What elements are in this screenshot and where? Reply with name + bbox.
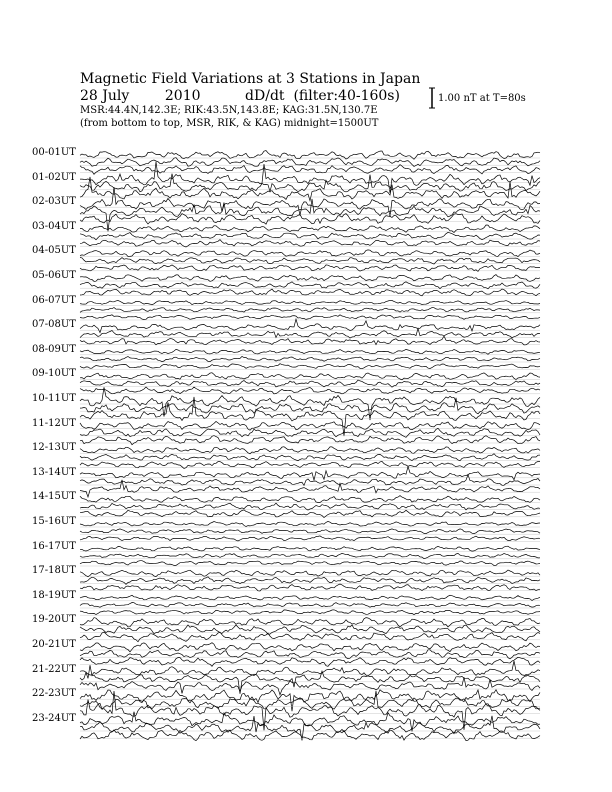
hour-label: 21-22UT bbox=[32, 663, 76, 675]
hour-label: 03-04UT bbox=[32, 220, 76, 232]
hour-label: 13-14UT bbox=[32, 466, 76, 478]
station-trace bbox=[80, 657, 540, 666]
station-trace bbox=[80, 584, 540, 591]
station-trace bbox=[80, 595, 540, 600]
station-trace bbox=[80, 240, 540, 247]
station-trace bbox=[80, 643, 540, 652]
station-trace bbox=[80, 712, 540, 732]
station-trace bbox=[80, 397, 540, 436]
hour-label: 02-03UT bbox=[32, 196, 76, 208]
station-trace bbox=[80, 529, 540, 534]
station-trace bbox=[80, 570, 540, 577]
hour-label: 16-17UT bbox=[32, 540, 76, 552]
station-trace bbox=[80, 536, 540, 541]
hour-label: 04-05UT bbox=[32, 245, 76, 257]
hour-label: 22-23UT bbox=[32, 688, 76, 700]
station-trace bbox=[80, 165, 540, 175]
hour-label: 14-15UT bbox=[32, 491, 76, 503]
hour-label: 12-13UT bbox=[32, 442, 76, 454]
station-trace bbox=[80, 467, 540, 481]
stations-line: MSR:44.4N,142.3E; RIK:43.5N,143.8E; KAG:31.5N,130.7E bbox=[80, 105, 378, 116]
station-trace bbox=[80, 232, 540, 239]
hour-label: 19-20UT bbox=[32, 614, 76, 626]
station-trace bbox=[80, 162, 540, 193]
station-trace bbox=[80, 546, 540, 551]
station-trace bbox=[80, 319, 540, 333]
station-trace bbox=[80, 561, 540, 566]
station-trace bbox=[80, 447, 540, 454]
station-trace bbox=[80, 275, 540, 282]
station-trace bbox=[80, 258, 540, 265]
station-trace bbox=[80, 356, 540, 361]
order-note: (from bottom to top, MSR, RIK, & KAG) midnight=1500UT bbox=[80, 118, 379, 129]
chart-title: Magnetic Field Variations at 3 Stations in Japan bbox=[80, 71, 421, 87]
station-trace bbox=[80, 496, 540, 503]
year-text: 2010 bbox=[164, 88, 201, 104]
hour-label: 05-06UT bbox=[32, 270, 76, 281]
station-trace bbox=[80, 625, 540, 634]
station-trace bbox=[80, 387, 540, 394]
hour-label: 10-11UT bbox=[32, 393, 76, 404]
station-trace bbox=[80, 730, 540, 741]
hour-label: 06-07UT bbox=[32, 294, 76, 306]
hour-label: 09-10UT bbox=[32, 368, 76, 380]
station-trace bbox=[80, 349, 540, 354]
station-trace bbox=[80, 690, 540, 712]
hour-label: 23-24UT bbox=[32, 712, 76, 724]
station-trace bbox=[80, 665, 540, 694]
station-trace bbox=[80, 214, 540, 225]
station-trace bbox=[80, 632, 540, 642]
station-trace bbox=[80, 661, 540, 676]
station-trace bbox=[80, 521, 540, 526]
scale-label: 1.00 nT at T=80s bbox=[438, 93, 526, 104]
date-text: 28 July bbox=[80, 88, 130, 104]
station-trace bbox=[80, 436, 540, 445]
station-trace bbox=[80, 308, 540, 313]
station-trace bbox=[80, 650, 540, 659]
station-trace bbox=[80, 289, 540, 296]
station-trace bbox=[80, 380, 540, 387]
station-trace bbox=[80, 422, 540, 431]
station-trace bbox=[80, 199, 540, 231]
hour-label: 07-08UT bbox=[32, 319, 76, 331]
station-trace bbox=[80, 265, 540, 272]
station-trace bbox=[80, 315, 540, 320]
station-trace bbox=[80, 373, 540, 380]
hour-label: 01-02UT bbox=[32, 171, 76, 183]
station-trace bbox=[80, 282, 540, 289]
station-trace bbox=[80, 225, 540, 233]
station-trace bbox=[80, 503, 540, 510]
station-trace bbox=[80, 603, 540, 608]
hour-label: 20-21UT bbox=[32, 639, 76, 650]
station-trace bbox=[80, 250, 540, 257]
station-trace bbox=[80, 475, 540, 486]
station-trace bbox=[80, 610, 540, 615]
hour-label: 15-16UT bbox=[32, 516, 76, 527]
station-trace bbox=[80, 300, 540, 304]
station-trace bbox=[80, 553, 540, 558]
hour-label: 08-09UT bbox=[32, 343, 76, 355]
hour-label: 17-18UT bbox=[32, 565, 76, 577]
hour-label: 00-01UT bbox=[32, 147, 76, 158]
hour-label: 18-19UT bbox=[32, 589, 76, 601]
station-trace bbox=[80, 480, 540, 497]
hour-label: 11-12UT bbox=[32, 417, 76, 429]
station-trace bbox=[80, 364, 540, 369]
station-trace bbox=[80, 328, 540, 338]
station-trace bbox=[80, 454, 540, 461]
traces-group bbox=[80, 151, 540, 741]
station-trace bbox=[80, 716, 540, 741]
station-trace bbox=[80, 510, 540, 518]
component-text: dD/dt (filter:40-160s) bbox=[245, 88, 400, 104]
